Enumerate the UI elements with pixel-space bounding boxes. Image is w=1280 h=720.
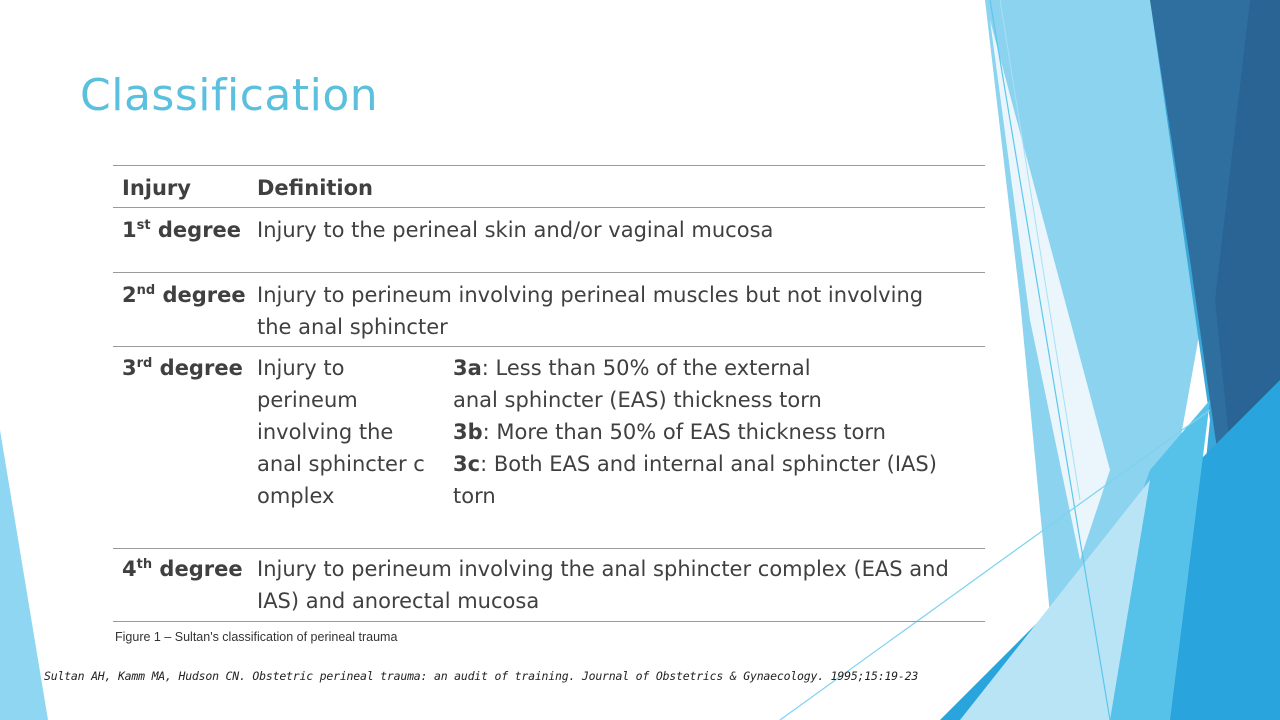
row1-definition: Injury to the perineal skin and/or vaginal mucosa: [257, 218, 774, 242]
row3-degree: 3rd degree: [122, 356, 243, 380]
figure-caption: Figure 1 – Sultan's classification of perineal trauma: [115, 630, 398, 644]
subtype-3a-line2: anal sphincter (EAS) thickness torn: [453, 388, 822, 412]
row2-definition-line1: Injury to perineum involving perineal muscles but not involving: [257, 283, 924, 307]
header-injury: Injury: [122, 176, 191, 200]
row4-definition-line2: IAS) and anorectal mucosa: [257, 589, 540, 613]
row2-definition-line2: the anal sphincter: [257, 315, 448, 339]
subtype-3a-code: 3a: [453, 356, 482, 380]
row3-definition: [257, 352, 425, 512]
table-row2-rule: [113, 346, 985, 347]
table-header-rule: [113, 207, 985, 208]
row2-definition: [257, 279, 923, 343]
table-top-rule: [113, 165, 985, 166]
subtype-3c-line1: 3c: Both EAS and internal anal sphincter (IAS): [453, 452, 937, 476]
header-definition: Definition: [257, 176, 374, 200]
left-accent-shape: [0, 430, 48, 720]
row4-degree: 4th degree: [122, 557, 243, 581]
row3-definition-line: perineum: [257, 388, 358, 412]
row3-definition-line: involving the: [257, 420, 394, 444]
row3-definition-line: omplex: [257, 484, 335, 508]
row3-subtypes: [453, 352, 937, 512]
row3-definition-line: anal sphincter c: [257, 452, 425, 476]
table-row3-rule: [113, 548, 985, 549]
subtype-3c-code: 3c: [453, 452, 481, 476]
row4-definition-line1: Injury to perineum involving the anal sphincter complex (EAS and: [257, 557, 949, 581]
row4-definition: [257, 553, 949, 617]
subtype-3a-line1: 3a: Less than 50% of the external: [453, 356, 811, 380]
row3-definition-line: Injury to: [257, 356, 345, 380]
subtype-3c-line2: torn: [453, 484, 496, 508]
row1-degree: 1st degree: [122, 218, 242, 242]
row2-degree: 2nd degree: [122, 283, 246, 307]
subtype-3b: 3b: More than 50% of EAS thickness torn: [453, 420, 886, 444]
subtype-3b-code: 3b: [453, 420, 483, 444]
slide-title: Classification: [80, 70, 379, 121]
table-bottom-rule: [113, 621, 985, 622]
table-row1-rule: [113, 272, 985, 273]
reference-citation: Sultan AH, Kamm MA, Hudson CN. Obstetric perineal trauma: an audit of training. Journal of Obstetrics & Gynaecology. 1995;15:19-23: [44, 669, 919, 683]
